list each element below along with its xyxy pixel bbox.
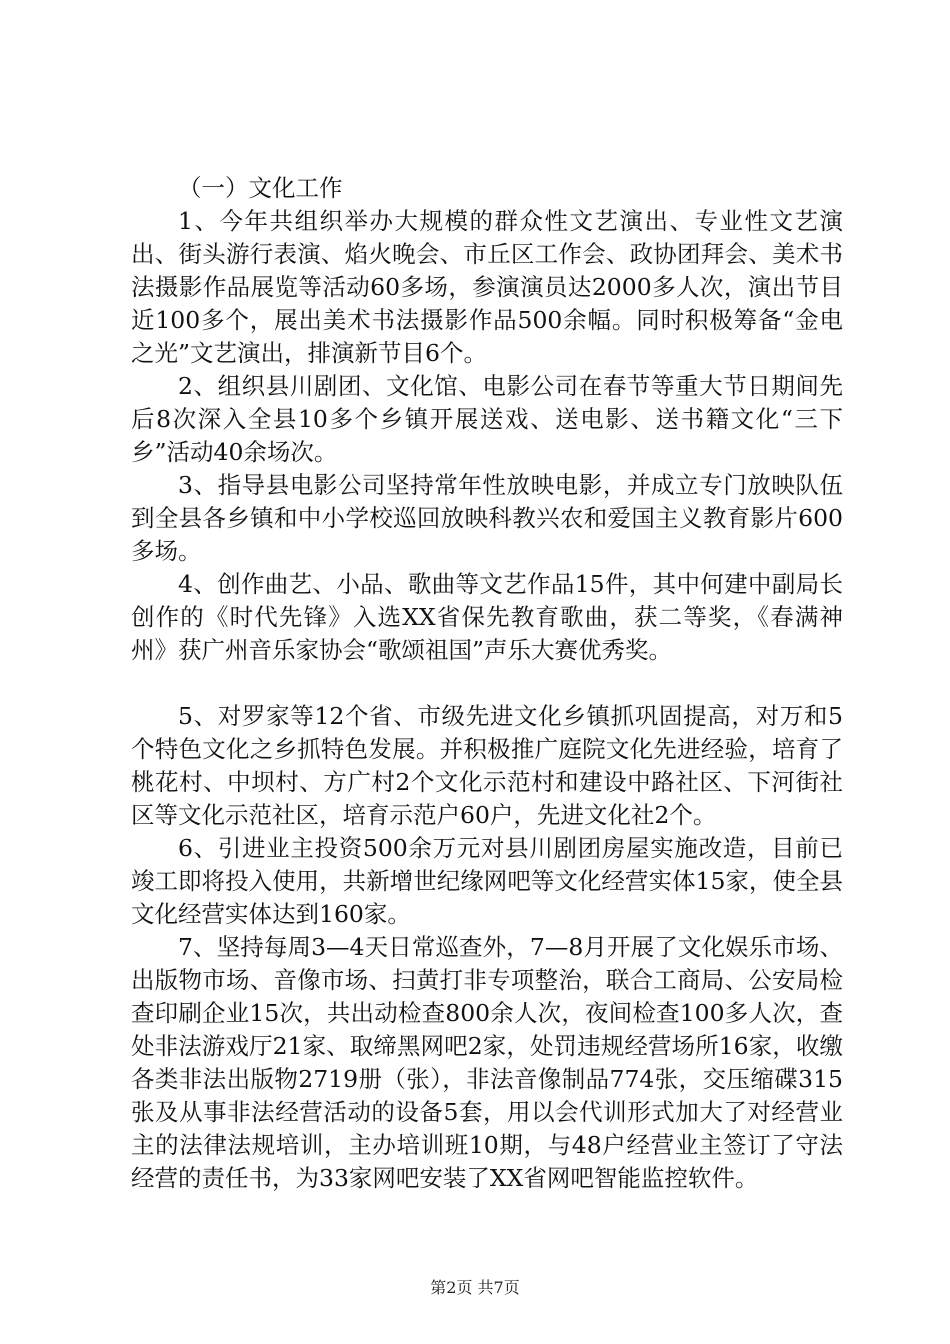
paragraph-3: 3、指导县电影公司坚持常年性放映电影，并成立专门放映队伍到全县各乡镇和中小学校巡回放映科教兴农和爱国主义教育影片600多场。 xyxy=(131,471,843,565)
paragraph-7: 7、坚持每周3—4天日常巡查外，7—8月开展了文化娱乐市场、出版物市场、音像市场、扫黄打非专项整治，联合工商局、公安局检查印刷企业15次，共出动检查800余人次，夜间检查100多人次，查处非法游戏厅21家、取缔黑网吧2家，处罚违规经营场所16家，收缴各类非法出版物2719册（张），非法音像制品774张，交压缩碟315张及从事非法经营活动的设备5套，用以会代训形式加大了对经营业主的法律法规培训，主办培训班10期，与48户经营业主签订了守法经营的责任书，为33家网吧安装了XX省网吧智能监控软件。 xyxy=(131,933,843,1192)
paragraph-1: 1、今年共组织举办大规模的群众性文艺演出、专业性文艺演出、街头游行表演、焰火晚会、市丘区工作会、政协团拜会、美术书法摄影作品展览等活动60多场，参演演员达2000多人次，演出节目近100多个，展出美术书法摄影作品500余幅。同时积极筹备“金电之光”文艺演出，排演新节目6个。 xyxy=(131,207,843,367)
paragraph-5: 5、对罗家等12个省、市级先进文化乡镇抓巩固提高，对万和5个特色文化之乡抓特色发展。并积极推广庭院文化先进经验，培育了桃花村、中坝村、方广村2个文化示范村和建设中路社区、下河街社区等文化示范社区，培育示范户60户，先进文化社2个。 xyxy=(131,702,843,829)
paragraph-4: 4、创作曲艺、小品、歌曲等文艺作品15件，其中何建中副局长创作的《时代先锋》入选XX省保先教育歌曲，获二等奖，《春满神州》获广州音乐家协会“歌颂祖国”声乐大赛优秀奖。 xyxy=(131,570,843,664)
page-footer xyxy=(0,1278,950,1298)
document-body xyxy=(131,172,843,1195)
section-heading: （一）文化工作 xyxy=(178,174,343,202)
page-indicator: 第2页 共7页 xyxy=(430,1278,520,1297)
paragraph-2: 2、组织县川剧团、文化馆、电影公司在春节等重大节日期间先后8次深入全县10多个乡镇开展送戏、送电影、送书籍文化“三下乡”活动40余场次。 xyxy=(131,372,843,466)
paragraph-6: 6、引进业主投资500余万元对县川剧团房屋实施改造，目前已竣工即将投入使用，共新增世纪缘网吧等文化经营实体15家，使全县文化经营实体达到160家。 xyxy=(131,834,843,928)
